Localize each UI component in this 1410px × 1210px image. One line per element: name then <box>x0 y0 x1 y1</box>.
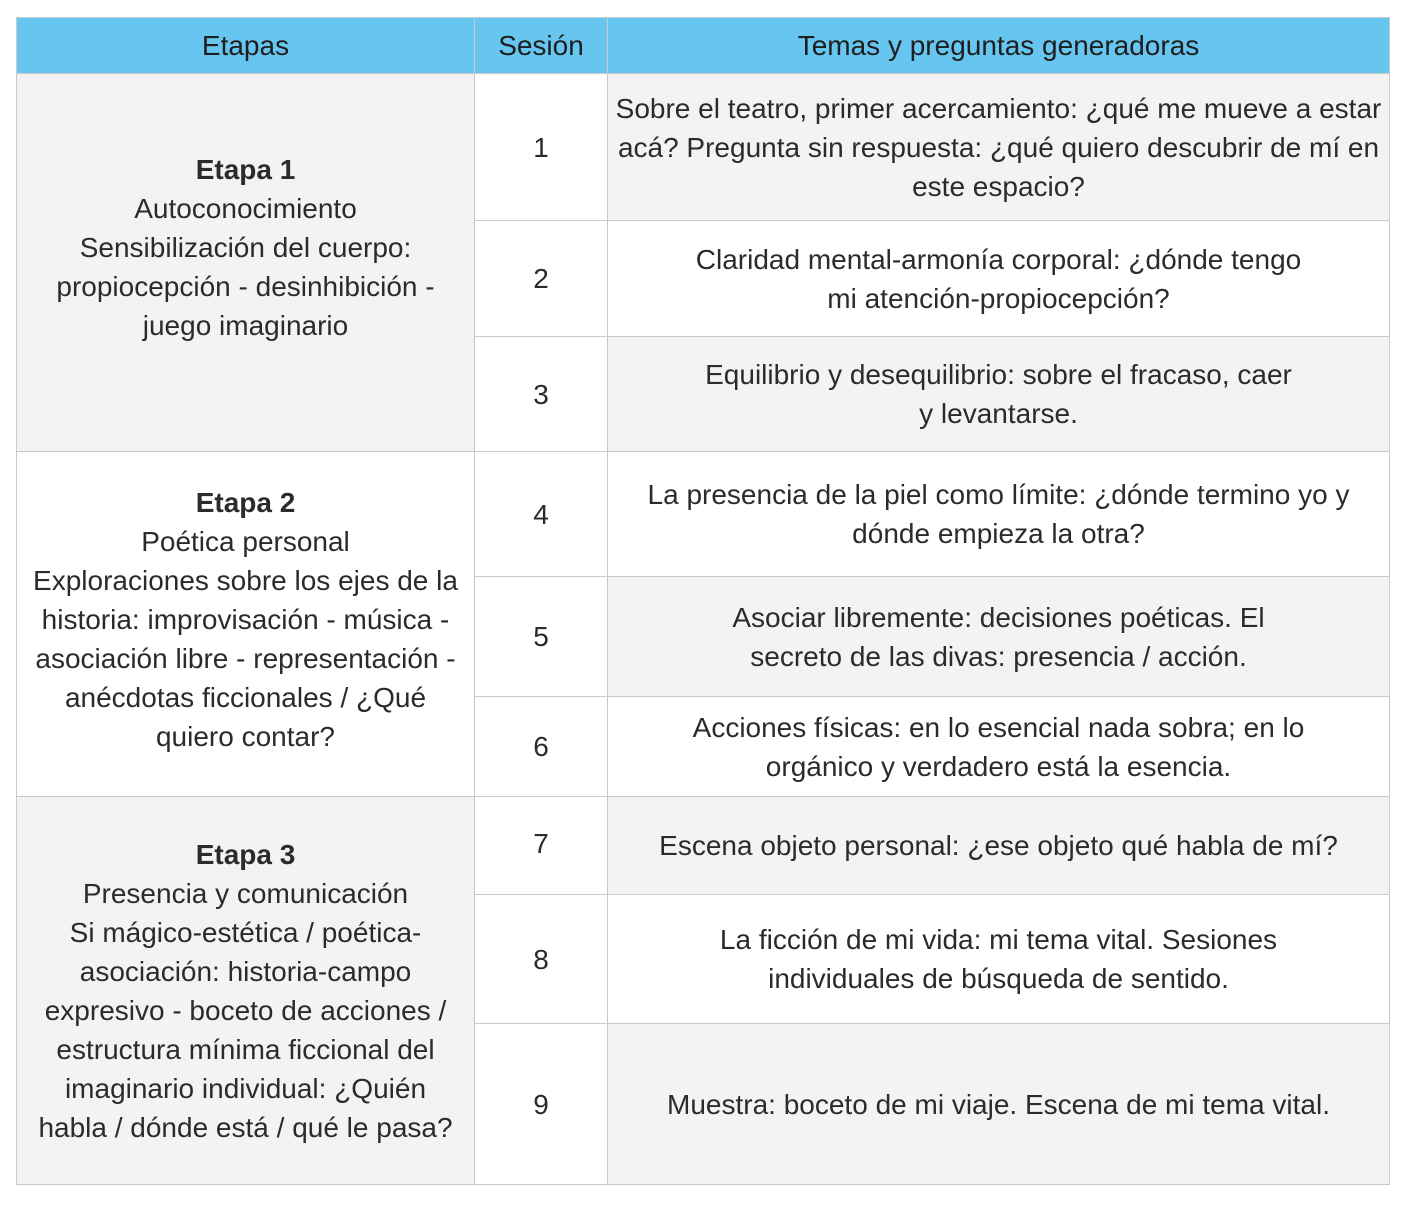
stage-cell <box>17 797 475 1185</box>
session-topic: La presencia de la piel como límite: ¿dónde termino yo y dónde empieza la otra? <box>608 452 1390 577</box>
session-topic: Equilibrio y desequilibrio: sobre el fracaso, caer y levantarse. <box>608 337 1390 452</box>
session-number: 6 <box>475 697 608 797</box>
session-topic: Acciones físicas: en lo esencial nada sobra; en lo orgánico y verdadero está la esencia. <box>608 697 1390 797</box>
stage-description: Exploraciones sobre los ejes de la historia: improvisación - música - asociación libre - representación - anécdotas ficcionales / ¿Qué quiero contar? <box>33 564 458 752</box>
stage-description: Sensibilización del cuerpo: propiocepción - desinhibición - juego imaginario <box>56 232 435 341</box>
stage-name: Presencia y comunicación <box>82 877 409 909</box>
stage-cell <box>17 74 475 452</box>
session-number: 1 <box>475 74 608 221</box>
session-number: 9 <box>475 1024 608 1185</box>
stage-title: Etapa 1 <box>195 154 296 185</box>
session-topic: La ficción de mi vida: mi tema vital. Sesiones individuales de búsqueda de sentido. <box>608 895 1390 1024</box>
header-etapas: Etapas <box>17 18 475 74</box>
stage-title: Etapa 2 <box>195 486 296 518</box>
header-temas: Temas y preguntas generadoras <box>608 18 1390 74</box>
session-topic: Claridad mental-armonía corporal: ¿dónde tengo mi atención-propiocepción? <box>608 221 1390 337</box>
session-topic: Sobre el teatro, primer acercamiento: ¿qué me mueve a estar acá? Pregunta sin respuesta: ¿qué quiero descubrir de mí en este espacio? <box>608 74 1390 221</box>
session-number: 3 <box>475 337 608 452</box>
stage-cell <box>17 452 475 797</box>
stage-description: Si mágico-estética / poética-asociación: historia-campo expresivo - boceto de acciones / estructura mínima ficcional del imaginario individual: ¿Quién habla / dónde está / qué le pasa? <box>38 916 453 1143</box>
table-row <box>17 74 1390 221</box>
session-topic: Escena objeto personal: ¿ese objeto qué habla de mí? <box>608 797 1390 895</box>
session-number: 5 <box>475 577 608 697</box>
session-number: 4 <box>475 452 608 577</box>
session-number: 8 <box>475 895 608 1024</box>
table-row <box>17 797 1390 895</box>
session-topic: Asociar libremente: decisiones poéticas. El secreto de las divas: presencia / acción. <box>608 577 1390 697</box>
stage-name: Autoconocimiento <box>134 193 357 224</box>
stage-title: Etapa 3 <box>195 838 296 870</box>
table-row <box>17 452 1390 577</box>
header-row <box>17 18 1390 74</box>
session-number: 7 <box>475 797 608 895</box>
sessions-table <box>16 17 1390 1185</box>
header-sesion: Sesión <box>475 18 608 74</box>
session-number: 2 <box>475 221 608 337</box>
stage-name: Poética personal <box>141 525 350 557</box>
session-topic: Muestra: boceto de mi viaje. Escena de mi tema vital. <box>608 1024 1390 1185</box>
